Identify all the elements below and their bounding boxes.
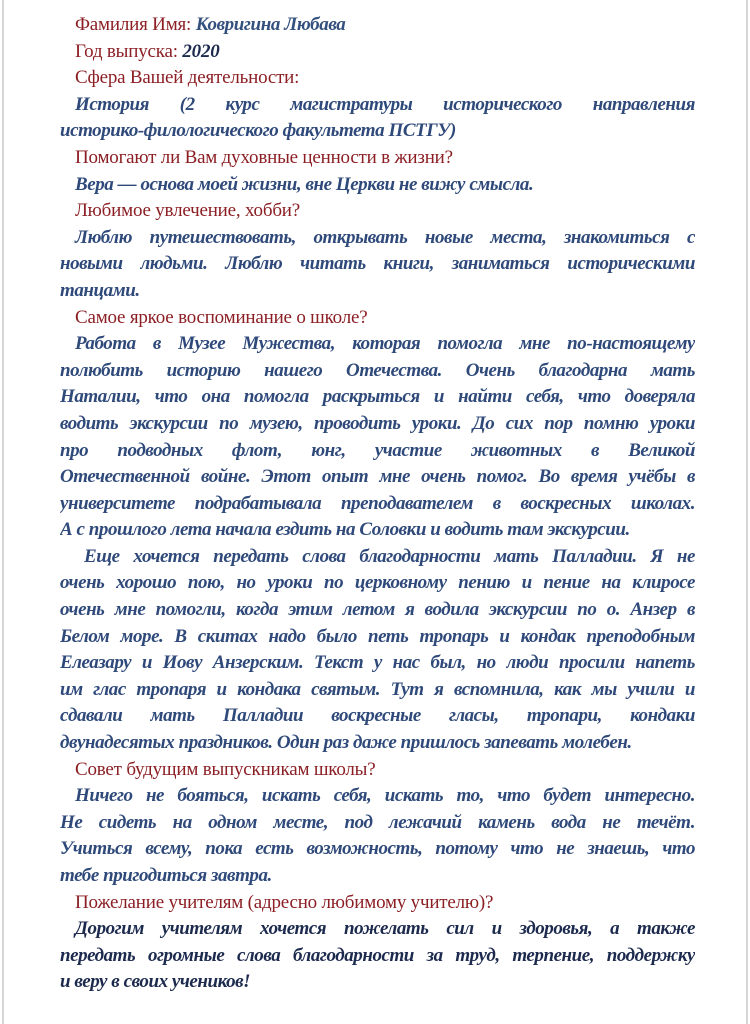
answer-line: очень мне помогли, когда этим летом я водила экскурсии по о. Анзер в [60, 599, 695, 621]
answer-line: и веру в своих учеников! [60, 971, 251, 993]
answer-line: Ничего не бояться, искать себя, искать то, что будет интересно. [75, 785, 695, 807]
name-value: Ковригина Любава [195, 14, 346, 35]
page-edge-left [2, 0, 4, 1024]
answer-line: историко-филологического факультета ПСТГУ) [60, 120, 456, 142]
answer-line: водить экскурсии по музею, проводить уроки. До сих пор помню уроки [60, 412, 695, 434]
question-advice: Совет будущим выпускникам школы? [75, 758, 376, 780]
answer-line: полюбить историю нашего Отечества. Очень благодарна мать [60, 359, 695, 381]
answer-line: Еще хочется передать слова благодарности мать Палладии. Я не [84, 545, 695, 567]
question-activity: Сфера Вашей деятельности: [75, 67, 300, 89]
question-teacher-wishes: Пожелание учителям (адресно любимому учителю)? [75, 891, 494, 913]
answer-line: передать огромные слова благодарности за труд, терпение, поддержку [60, 944, 695, 966]
question-spiritual-values: Помогают ли Вам духовные ценности в жизни? [75, 146, 453, 168]
name-label: Фамилия Имя: [75, 14, 192, 35]
page-edge-right [746, 0, 748, 1024]
answer-line: Вера — основа моей жизни, вне Церкви не вижу смысла. [75, 173, 534, 195]
answer-line: танцами. [60, 279, 140, 301]
year-label: Год выпуска: [75, 40, 178, 62]
answer-line: двунадесятых праздников. Один раз даже пришлось запевать молебен. [60, 732, 632, 754]
answer-line: Учиться всему, пока есть возможность, потому что не знаешь, что [60, 838, 695, 860]
question-school-memory: Самое яркое воспоминание о школе? [75, 306, 368, 328]
answer-line: Елеазару и Иову Анзерским. Текст у нас был, но люди просили напеть [60, 652, 695, 674]
answer-line: сдавали мать Палладии воскресные гласы, тропари, кондаки [60, 705, 695, 727]
answer-line: новыми людьми. Люблю читать книги, заниматься историческими [60, 253, 695, 275]
answer-line: университете подрабатывала преподавателем в воскресных школах. [60, 492, 695, 514]
questionnaire-page [60, 12, 695, 996]
name-row [60, 12, 695, 39]
answer-line: Наталии, что она помогла раскрыться и найти себя, что доверяла [60, 386, 695, 408]
answer-line: очень хорошо пою, но уроки по церковному пению и пение на клиросе [60, 572, 695, 594]
answer-line: История (2 курс магистратуры исторического направления [75, 93, 695, 115]
answer-line: Отечественной войне. Этот опыт мне очень помог. Во время учёбы в [60, 466, 695, 488]
answer-line: Люблю путешествовать, открывать новые места, знакомиться с [75, 226, 695, 248]
answer-line: тебе пригодиться завтра. [60, 865, 272, 886]
answer-line: им глас тропаря и кондака святым. Тут я вспомнила, как мы учили и [60, 678, 695, 700]
answer-line: Не сидеть на одном месте, под лежачий камень вода не течёт. [60, 811, 695, 833]
answer-line: про подводных флот, юнг, участие животных в Великой [60, 439, 695, 461]
year-row [60, 39, 695, 66]
answer-line: Работа в Музее Мужества, которая помогла мне по-настоящему [75, 333, 695, 355]
answer-line: Дорогим учителям хочется пожелать сил и здоровья, а также [75, 918, 695, 940]
question-hobby: Любимое увлечение, хобби? [75, 200, 300, 222]
year-value: 2020 [182, 40, 220, 62]
answer-line: Белом море. В скитах надо было петь тропарь и кондак преподобным [60, 625, 695, 647]
answer-line: А с прошлого лета начала ездить на Соловки и водить там экскурсии. [60, 519, 630, 541]
